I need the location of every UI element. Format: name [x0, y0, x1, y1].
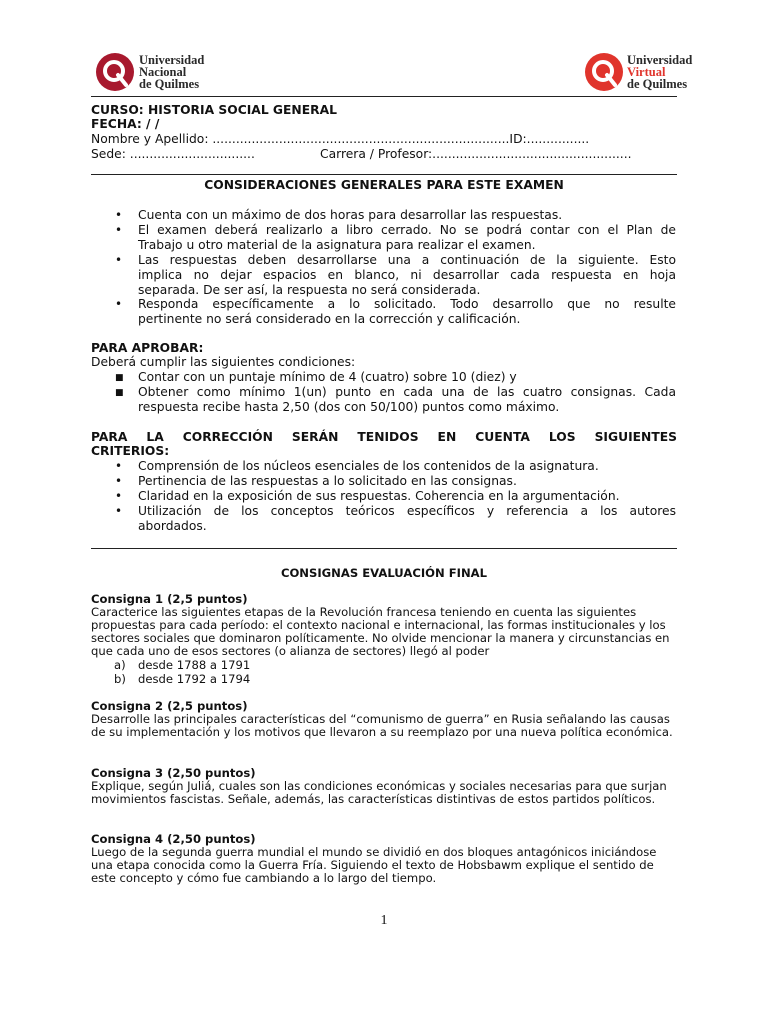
consigna-3-heading: Consigna 3 (2,50 puntos)	[91, 766, 256, 780]
bullet: •	[115, 474, 123, 488]
course-title: CURSO: HISTORIA SOCIAL GENERAL	[91, 103, 337, 117]
list-item: Contar con un puntaje mínimo de 4 (cuatro) sobre 10 (diez) y	[138, 370, 517, 384]
list-item: Responda específicamente a lo solicitado. Todo desarrollo que no resulte pertinente no será considerado en la corrección y calificación.	[138, 297, 676, 326]
aprobar-title: PARA APROBAR:	[91, 341, 204, 355]
criterios-title: PARA LA CORRECCIÓN SERÁN TENIDOS EN CUENTA LOS SIGUIENTES	[91, 430, 677, 444]
consignas-title: CONSIGNAS EVALUACIÓN FINAL	[280, 566, 488, 580]
option-text: desde 1788 a 1791	[138, 658, 251, 672]
consigna-4-heading: Consigna 4 (2,50 puntos)	[91, 832, 256, 846]
uvq-logo	[584, 48, 704, 96]
exam-date: FECHA: / /	[91, 117, 160, 131]
uvq-logo-icon	[584, 52, 624, 92]
option-label: b)	[114, 672, 126, 686]
bullet: •	[115, 489, 123, 503]
list-item: Pertinencia de las respuestas a lo solicitado en las consignas.	[138, 474, 517, 488]
carrera-field: Carrera / Profesor:...................................................	[320, 147, 632, 161]
consigna-1-heading: Consigna 1 (2,5 puntos)	[91, 592, 248, 606]
section-divider	[91, 174, 677, 175]
unq-logo-icon	[95, 52, 135, 92]
square-bullet: ■	[115, 373, 124, 383]
criterios-title-cont: CRITERIOS:	[91, 444, 170, 458]
header-divider	[91, 96, 677, 97]
list-item: Cuenta con un máximo de dos horas para desarrollar las respuestas.	[138, 208, 563, 222]
consigna-4-text: Luego de la segunda guerra mundial el mundo se dividió en dos bloques antagónicos iniciándose una etapa conocida como la Guerra Fría. Siguiendo el texto de Hobsbawm explique el sentido de este concepto y cómo fue cambiando a lo largo del tiempo.	[91, 845, 657, 885]
consigna-2-heading: Consigna 2 (2,5 puntos)	[91, 699, 248, 713]
list-item: El examen deberá realizarlo a libro cerrado. No se podrá contar con el Plan de Trabajo u otro material de la asignatura para realizar el examen.	[138, 223, 676, 252]
sede-field: Sede: ................................	[91, 147, 255, 161]
student-name-field: Nombre y Apellido: ............................................................................ID:................	[91, 132, 590, 146]
list-item: Claridad en la exposición de sus respuestas. Coherencia en la argumentación.	[138, 489, 620, 503]
option-text: desde 1792 a 1794	[138, 672, 251, 686]
bullet: •	[115, 208, 123, 222]
unq-logo	[95, 48, 225, 96]
consideraciones-title: CONSIDERACIONES GENERALES PARA ESTE EXAMEN	[204, 178, 564, 192]
consigna-1-text: Caracterice las siguientes etapas de la Revolución francesa teniendo en cuenta las siguientes propuestas para cada período: el contexto nacional e internacional, las formas institucionales y los sectores sociales que dominaron políticamente. No olvide mencionar la manera y circunstancias en que cada uno de esos sectores (o alianza de sectores) llegó al poder	[91, 605, 670, 658]
page-number: 1	[380, 913, 388, 928]
bullet: •	[115, 223, 123, 237]
aprobar-intro: Deberá cumplir las siguientes condiciones:	[91, 355, 356, 369]
consigna-3-text: Explique, según Juliá, cuales son las condiciones económicas y sociales necesarias para que surjan movimientos fascistas. Señale, además, las características distintivas de estos partidos políticos.	[91, 779, 667, 806]
uvq-logo-text: Universidad Virtual de Quilmes	[627, 53, 693, 91]
list-item: Obtener como mínimo 1(un) punto en cada una de las cuatro consignas. Cada respuesta recibe hasta 2,50 (dos con 50/100) puntos como máximo.	[138, 385, 676, 414]
consigna-2-text: Desarrolle las principales características del “comunismo de guerra” en Rusia señalando las causas de su implementación y los motivos que llevaron a su reemplazo por una nueva política económica.	[91, 712, 673, 739]
unq-logo-text: Universidad Nacional de Quilmes	[139, 53, 205, 91]
list-item: Las respuestas deben desarrollarse una a continuación de la siguiente. Esto implica no dejar espacios en blanco, ni desarrollar cada respuesta en hoja separada. De ser así, la respuesta no será considerada.	[138, 253, 676, 297]
section-divider	[91, 548, 677, 549]
list-item: Comprensión de los núcleos esenciales de los contenidos de la asignatura.	[138, 459, 599, 473]
square-bullet: ■	[115, 388, 124, 398]
bullet: •	[115, 297, 123, 311]
option-label: a)	[114, 658, 126, 672]
bullet: •	[115, 253, 123, 267]
bullet: •	[115, 459, 123, 473]
list-item: Utilización de los conceptos teóricos específicos y referencia a los autores abordados.	[138, 504, 676, 533]
bullet: •	[115, 504, 123, 518]
